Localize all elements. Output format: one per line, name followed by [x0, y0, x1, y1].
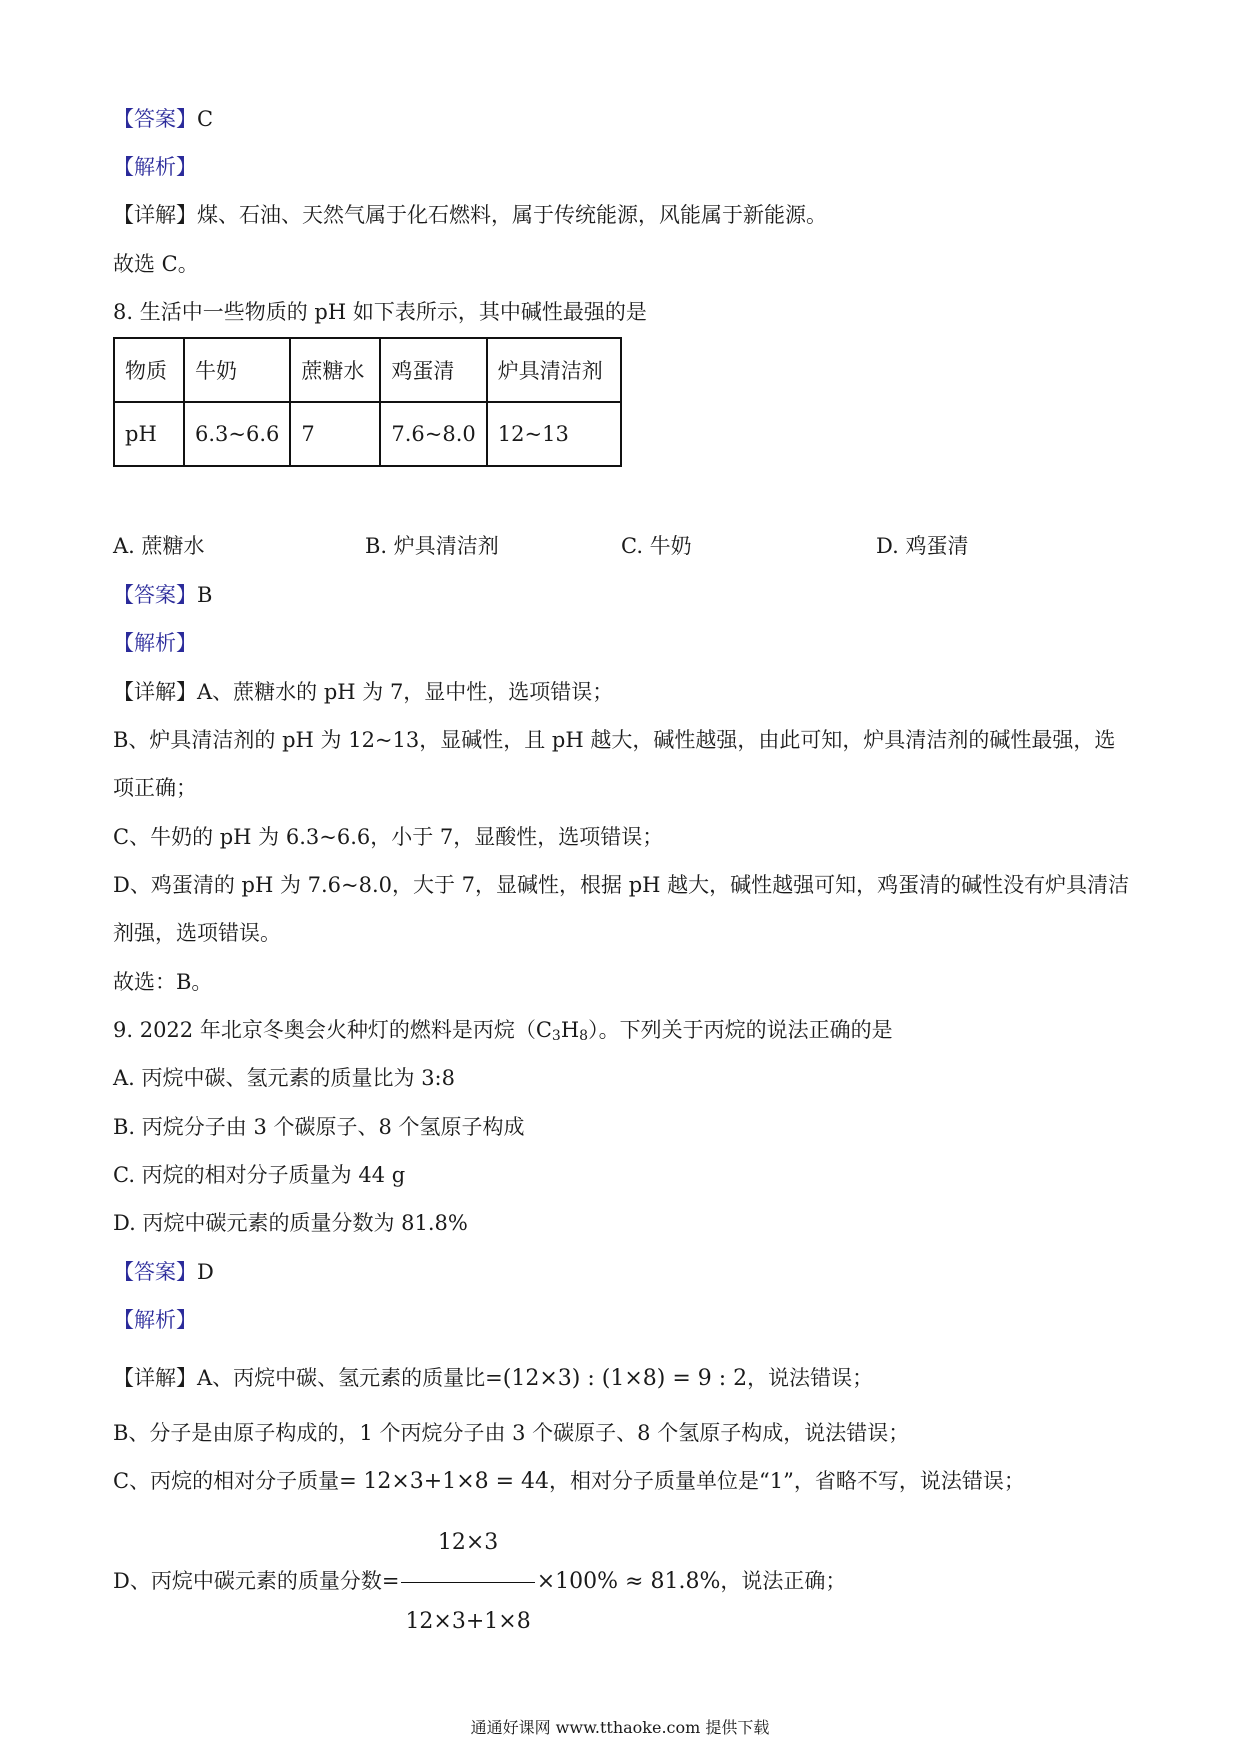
- q8-detail-d1: D、鸡蛋清的 pH 为 7.6~8.0，大于 7，显碱性，根据 pH 越大，碱性越强可知，鸡蛋清的碱性没有炉具清洁: [113, 873, 1130, 897]
- fraction-numerator: 12×3: [401, 1508, 534, 1583]
- q9-option-b: B. 丙烷分子由 3 个碳原子、8 个氢原子构成: [113, 1115, 525, 1139]
- q9-answer-line: [113, 1257, 214, 1287]
- subscript: 8: [579, 1028, 589, 1044]
- q7-detail-line: [113, 200, 827, 230]
- q8-conclusion: 故选：B。: [113, 970, 213, 994]
- table-cell: 鸡蛋清: [380, 338, 486, 402]
- q9-detail-b: B、分子是由原子构成的，1 个丙烷分子由 3 个碳原子、8 个氢原子构成，说法错误；: [113, 1421, 910, 1445]
- q7-answer-line: [113, 104, 213, 134]
- table-cell: pH: [114, 402, 184, 466]
- q7-analysis-line: [113, 152, 197, 182]
- option-b: B. 炉具清洁剂: [365, 534, 499, 558]
- answer-tag: 【答案】: [113, 107, 197, 131]
- detail-text: A、丙烷中碳、氢元素的质量比=: [197, 1366, 503, 1390]
- table-row: [114, 402, 621, 466]
- q9-option-c: C. 丙烷的相对分子质量为 44 g: [113, 1163, 406, 1187]
- ph-table: [113, 337, 622, 467]
- q8-detail-a: [113, 677, 613, 707]
- detail-tag: 【详解】: [113, 203, 197, 227]
- q8-answer-line: [113, 580, 212, 610]
- q9-analysis-line: [113, 1305, 197, 1335]
- table-cell: 物质: [114, 338, 184, 402]
- q9-detail-d: [113, 1508, 846, 1657]
- page-footer: 通通好课网 www.tthaoke.com 提供下载: [470, 1718, 770, 1737]
- q9-detail-c: [113, 1466, 1025, 1497]
- subscript: 3: [551, 1028, 561, 1044]
- q8-stem: 8. 生活中一些物质的 pH 如下表所示，其中碱性最强的是: [113, 300, 647, 324]
- answer-value: C: [197, 107, 214, 131]
- analysis-tag: 【解析】: [113, 1308, 197, 1332]
- q9-stem: [113, 1015, 893, 1051]
- stem-post: ）。下列关于丙烷的说法正确的是: [588, 1018, 893, 1042]
- detail-text: ，相对分子质量单位是“1”，省略不写，说法错误；: [549, 1469, 1025, 1493]
- detail-text: 煤、石油、天然气属于化石燃料，属于传统能源，风能属于新能源。: [197, 203, 827, 227]
- table-cell: 7.6~8.0: [380, 402, 486, 466]
- q9-detail-a: [113, 1363, 873, 1394]
- analysis-tag: 【解析】: [113, 155, 197, 179]
- option-d: D. 鸡蛋清: [876, 534, 969, 558]
- answer-value: D: [197, 1260, 214, 1284]
- math-expression: (12×3) : (1×8) = 9 : 2: [502, 1366, 748, 1391]
- detail-text: C、丙烷的相对分子质量=: [113, 1469, 364, 1493]
- q8-analysis-line: [113, 628, 197, 658]
- stem-mid: H: [560, 1018, 580, 1042]
- fraction-denominator: 12×3+1×8: [405, 1609, 531, 1634]
- detail-text: ，说法错误；: [747, 1366, 874, 1390]
- q8-detail-b1: B、炉具清洁剂的 pH 为 12~13，显碱性，且 pH 越大，碱性越强，由此可知，炉具清洁剂的碱性最强，选: [113, 728, 1116, 752]
- table-cell: 蔗糖水: [290, 338, 380, 402]
- q8-detail-d2: 剂强，选项错误。: [113, 921, 281, 945]
- stem-pre: 9. 2022 年北京冬奥会火种灯的燃料是丙烷（C: [113, 1018, 552, 1042]
- table-row: [114, 338, 621, 402]
- table-cell: 6.3~6.6: [184, 402, 290, 466]
- math-expression: 12×3+1×8 = 44: [363, 1469, 550, 1494]
- option-a: A. 蔗糖水: [113, 534, 205, 558]
- option-c: C. 牛奶: [621, 534, 692, 558]
- q7-conclusion: 故选 C。: [113, 252, 199, 276]
- detail-tag: 【详解】: [113, 1366, 197, 1390]
- detail-text: A、蔗糖水的 pH 为 7，显中性，选项错误；: [197, 680, 614, 704]
- q8-detail-c: C、牛奶的 pH 为 6.3~6.6，小于 7，显酸性，选项错误；: [113, 825, 664, 849]
- table-cell: 牛奶: [184, 338, 290, 402]
- analysis-tag: 【解析】: [113, 631, 197, 655]
- answer-tag: 【答案】: [113, 583, 197, 607]
- answer-value: B: [197, 583, 213, 607]
- detail-text: D、丙烷中碳元素的质量分数=: [113, 1569, 400, 1593]
- fraction: [401, 1508, 534, 1657]
- table-cell: 炉具清洁剂: [487, 338, 621, 402]
- math-expression: ×100% ≈ 81.8%: [536, 1569, 721, 1594]
- detail-tag: 【详解】: [113, 680, 197, 704]
- q9-option-d: D. 丙烷中碳元素的质量分数为 81.8%: [113, 1211, 468, 1235]
- detail-text: ，说法正确；: [720, 1569, 847, 1593]
- q8-detail-b2: 项正确；: [113, 776, 197, 800]
- q9-option-a: A. 丙烷中碳、氢元素的质量比为 3:8: [113, 1066, 455, 1090]
- table-cell: 7: [290, 402, 380, 466]
- answer-tag: 【答案】: [113, 1260, 197, 1284]
- table-cell: 12~13: [487, 402, 621, 466]
